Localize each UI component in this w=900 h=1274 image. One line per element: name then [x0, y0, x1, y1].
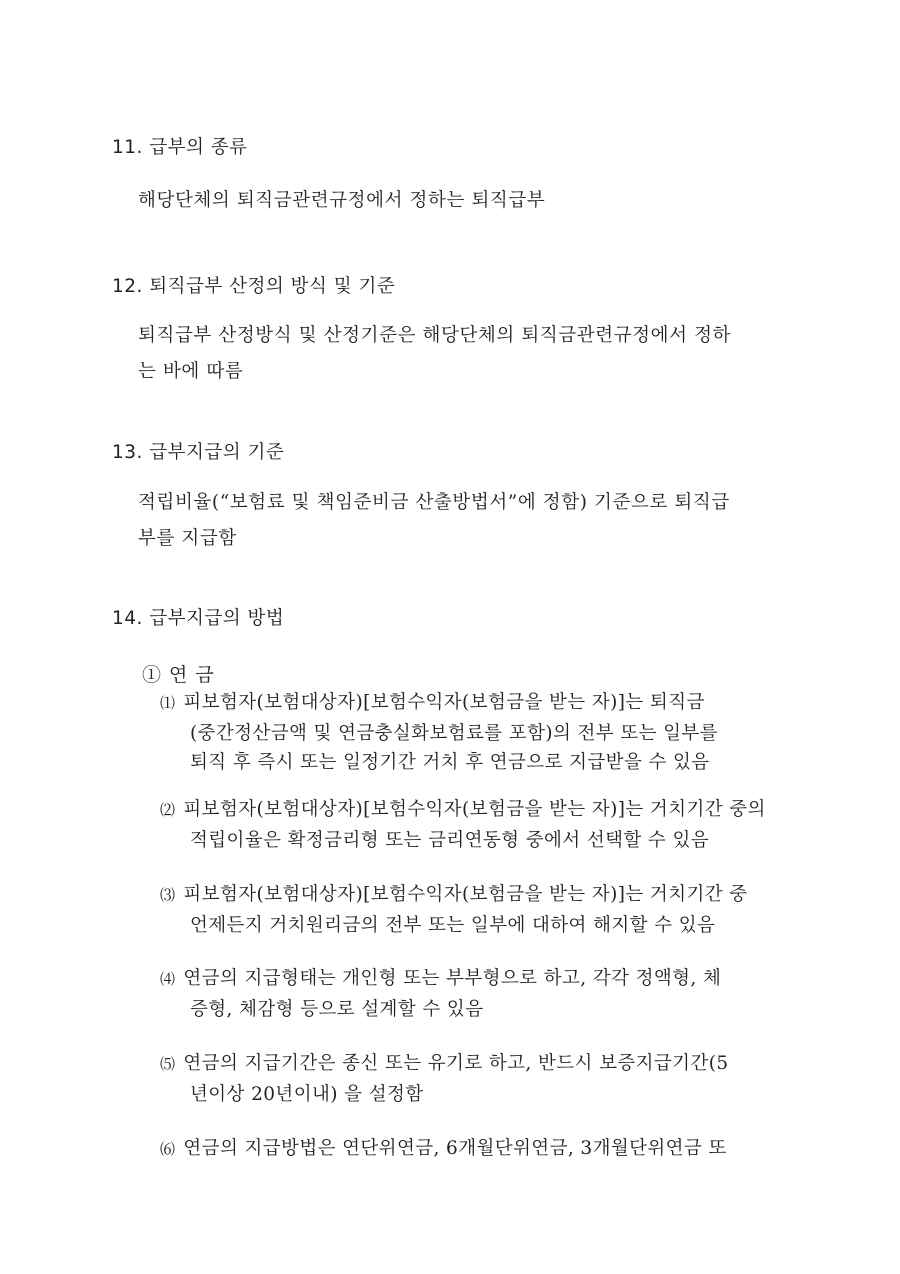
item-line: 피보험자(보험대상자)[보험수익자(보험금을 받는 자)]는 거치기간 중 — [183, 884, 748, 905]
item-line: 피보험자(보험대상자)[보험수익자(보험금을 받는 자)]는 퇴직금 — [183, 692, 705, 713]
body-line: 적립비율(“보험료 및 책임준비금 산출방법서”에 정함) 기준으로 퇴직급 — [138, 492, 730, 513]
list-item — [160, 688, 820, 778]
section-12-body — [138, 318, 818, 390]
list-item — [160, 880, 820, 940]
item-number: ⑶ — [160, 886, 176, 904]
item-line: (중간정산금액 및 연금충실화보험료를 포함)의 전부 또는 일부를 — [190, 722, 718, 744]
item-number: ⑴ — [160, 694, 176, 712]
item-number: ⑷ — [160, 970, 176, 988]
item-line: 퇴직 후 즉시 또는 일정기간 거치 후 연금으로 지급받을 수 있음 — [190, 752, 710, 773]
body-line: 퇴직급부 산정방식 및 산정기준은 해당단체의 퇴직금관련규정에서 정하 — [138, 325, 732, 346]
item-line: 연금의 지급기간은 종신 또는 유기로 하고, 반드시 보증지급기간(5 — [183, 1053, 729, 1074]
item-line: 언제든지 거치원리금의 전부 또는 일부에 대하여 해지할 수 있음 — [190, 914, 716, 936]
list-item — [160, 964, 820, 1024]
body-line: 부를 지급함 — [138, 528, 237, 549]
list-item — [160, 795, 820, 855]
item-line: 연금의 지급방법은 연단위연금, 6개월단위연금, 3개월단위연금 또 — [183, 1138, 727, 1159]
section-13-heading: 13. 급부지급의 기준 — [112, 442, 285, 463]
list-item — [160, 1049, 820, 1109]
section-11-body — [138, 183, 818, 219]
section-11-heading: 11. 급부의 종류 — [112, 137, 248, 158]
item-number: ⑹ — [160, 1140, 176, 1158]
item-line: 피보험자(보험대상자)[보험수익자(보험금을 받는 자)]는 거치기간 중의 — [183, 799, 766, 820]
item-line: 연금의 지급형태는 개인형 또는 부부형으로 하고, 각각 정액형, 체 — [183, 968, 722, 989]
list-item — [160, 1134, 820, 1165]
item-number: ⑸ — [160, 1055, 176, 1073]
item-line: 년이상 20년이내) 을 설정함 — [190, 1083, 424, 1105]
section-12-heading: 12. 퇴직급부 산정의 방식 및 기준 — [112, 276, 396, 297]
section-13-body — [138, 485, 818, 557]
body-line: 해당단체의 퇴직금관련규정에서 정하는 퇴직급부 — [138, 190, 546, 211]
annuity-subtitle: ① 연 금 — [142, 664, 215, 686]
item-line: 증형, 체감형 등으로 설계할 수 있음 — [190, 998, 484, 1020]
item-line: 적립이율은 확정금리형 또는 금리연동형 중에서 선택할 수 있음 — [190, 829, 710, 851]
item-number: ⑵ — [160, 801, 176, 819]
section-14-heading: 14. 급부지급의 방법 — [112, 608, 285, 629]
body-line: 는 바에 따름 — [138, 361, 244, 382]
